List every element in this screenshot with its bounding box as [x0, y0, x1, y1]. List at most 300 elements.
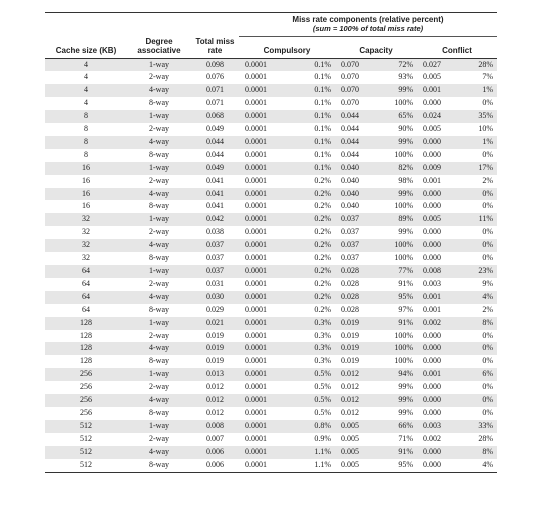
cell-capacity-pct: 94%: [377, 368, 417, 381]
cell-compulsory-rate: 0.0001: [239, 58, 289, 71]
cell-compulsory-pct: 0.5%: [289, 394, 335, 407]
cell-capacity-rate: 0.044: [341, 124, 359, 134]
cell-conflict-rate: 0.000: [423, 382, 441, 392]
cell-degree: 2-way: [149, 382, 169, 392]
cell-total-miss: 0.037: [206, 253, 224, 263]
cell-capacity-pct: 89%: [377, 213, 417, 226]
cell-cache-size: 8: [84, 149, 88, 159]
cell-capacity-pct: 99%: [398, 382, 413, 392]
cell-capacity-rate: 0.070: [335, 84, 377, 97]
table-row: [45, 355, 497, 368]
cell-conflict-pct: 2%: [482, 304, 493, 314]
cell-compulsory-rate: 0.0001: [239, 162, 289, 175]
cell-capacity-rate: 0.012: [341, 407, 359, 417]
cell-cache-size: 4: [84, 72, 88, 82]
cell-cache-size: 16: [45, 162, 127, 175]
cell-compulsory-pct: 1.1%: [289, 446, 335, 459]
cell-capacity-rate: 0.005: [335, 420, 377, 433]
cell-capacity-pct: 100%: [394, 201, 413, 211]
cell-compulsory-rate: 0.0001: [239, 446, 289, 459]
cell-degree: 2-way: [149, 278, 169, 288]
cell-capacity-rate: 0.070: [341, 98, 359, 108]
group-subtitle: (sum = 100% of total miss rate): [312, 24, 424, 33]
cell-degree: 1-way: [127, 58, 191, 71]
cell-capacity-rate: 0.037: [335, 213, 377, 226]
cell-capacity-pct: 100%: [394, 356, 413, 366]
cell-capacity-pct: 99%: [377, 84, 417, 97]
cell-compulsory-pct: 0.8%: [289, 420, 335, 433]
cell-cache-size: 256: [80, 382, 92, 392]
header-columns-row: [45, 37, 497, 59]
cell-cache-size: 128: [80, 356, 92, 366]
cell-capacity-pct: 100%: [394, 149, 413, 159]
cell-capacity-rate: 0.028: [341, 304, 359, 314]
cell-compulsory-rate: 0.0001: [245, 356, 267, 366]
cell-cache-size: 128: [45, 342, 127, 355]
cell-conflict-pct: 4%: [457, 459, 497, 472]
cell-degree: 2-way: [149, 227, 169, 237]
cell-compulsory-rate: 0.0001: [239, 368, 289, 381]
cell-conflict-pct: 7%: [482, 72, 493, 82]
cell-compulsory-pct: 0.1%: [289, 162, 335, 175]
cell-capacity-pct: 65%: [377, 110, 417, 123]
cell-cache-size: 16: [82, 201, 90, 211]
cell-capacity-rate: 0.070: [341, 72, 359, 82]
cell-compulsory-rate: 0.0001: [239, 342, 289, 355]
cell-compulsory-rate: 0.0001: [239, 136, 289, 149]
table-row: [45, 317, 497, 330]
cell-conflict-rate: 0.000: [423, 227, 441, 237]
cell-total-miss: 0.041: [206, 175, 224, 185]
cell-degree: 8-way: [149, 407, 169, 417]
cell-conflict-rate: 0.001: [417, 291, 457, 304]
cell-total-miss: 0.042: [191, 213, 239, 226]
cell-conflict-pct: 0%: [482, 253, 493, 263]
cell-conflict-pct: 23%: [457, 265, 497, 278]
cell-cache-size: 4: [45, 84, 127, 97]
cell-total-miss: 0.030: [191, 291, 239, 304]
cell-conflict-pct: 11%: [457, 213, 497, 226]
cell-degree: 8-way: [149, 149, 169, 159]
header-degree: Degree associative: [127, 37, 191, 59]
cell-degree: 1-way: [127, 317, 191, 330]
table-row: [45, 110, 497, 123]
cell-total-miss: 0.019: [206, 356, 224, 366]
cell-compulsory-pct: 0.1%: [289, 136, 335, 149]
cell-conflict-rate: 0.005: [423, 124, 441, 134]
cell-conflict-rate: 0.000: [417, 188, 457, 201]
cell-capacity-rate: 0.028: [335, 265, 377, 278]
table-body: [45, 58, 497, 472]
table-row: [45, 420, 497, 433]
cell-compulsory-rate: 0.0001: [245, 278, 267, 288]
header-group-row: [45, 13, 497, 36]
cell-degree: 2-way: [149, 330, 169, 340]
cell-degree: 1-way: [127, 368, 191, 381]
table-row: [45, 213, 497, 226]
miss-rate-table-container: [45, 12, 497, 473]
cell-compulsory-rate: 0.0001: [239, 265, 289, 278]
cell-capacity-pct: 100%: [377, 342, 417, 355]
cell-conflict-rate: 0.002: [417, 317, 457, 330]
cell-conflict-pct: 0%: [457, 239, 497, 252]
cell-conflict-rate: 0.000: [423, 98, 441, 108]
cell-conflict-pct: 9%: [482, 278, 493, 288]
cell-conflict-pct: 4%: [457, 291, 497, 304]
cell-degree: 1-way: [127, 162, 191, 175]
cell-compulsory-pct: 0.2%: [314, 278, 331, 288]
cell-cache-size: 256: [45, 394, 127, 407]
table-row: [45, 226, 497, 239]
cell-degree: 1-way: [127, 420, 191, 433]
cell-compulsory-pct: 0.2%: [314, 304, 331, 314]
cell-total-miss: 0.031: [206, 278, 224, 288]
cell-conflict-rate: 0.001: [423, 175, 441, 185]
cell-compulsory-pct: 0.9%: [314, 433, 331, 443]
cell-compulsory-rate: 0.0001: [239, 239, 289, 252]
table-row: [45, 58, 497, 71]
cell-capacity-pct: 71%: [398, 433, 413, 443]
cell-capacity-rate: 0.044: [341, 149, 359, 159]
cell-compulsory-rate: 0.0001: [245, 72, 267, 82]
cell-degree: 8-way: [127, 459, 191, 472]
cell-conflict-pct: 0%: [482, 382, 493, 392]
cell-total-miss: 0.006: [191, 459, 239, 472]
cell-cache-size: 32: [82, 227, 90, 237]
cell-capacity-rate: 0.037: [341, 227, 359, 237]
cell-total-miss: 0.041: [191, 188, 239, 201]
cell-total-miss: 0.098: [191, 58, 239, 71]
cell-cache-size: 4: [45, 58, 127, 71]
cell-cache-size: 64: [45, 291, 127, 304]
table-row: [45, 265, 497, 278]
cell-capacity-rate: 0.012: [335, 368, 377, 381]
cell-compulsory-rate: 0.0001: [245, 227, 267, 237]
cell-conflict-rate: 0.027: [417, 58, 457, 71]
table-row: [45, 368, 497, 381]
cell-conflict-pct: 1%: [457, 136, 497, 149]
cell-degree: 4-way: [127, 84, 191, 97]
cell-capacity-rate: 0.040: [341, 175, 359, 185]
cell-conflict-rate: 0.000: [423, 407, 441, 417]
cell-total-miss: 0.037: [191, 239, 239, 252]
cell-conflict-rate: 0.024: [417, 110, 457, 123]
cell-capacity-rate: 0.044: [335, 136, 377, 149]
cell-total-miss: 0.007: [206, 433, 224, 443]
table-row: [45, 342, 497, 355]
cell-capacity-rate: 0.040: [335, 188, 377, 201]
cell-conflict-pct: 0%: [482, 407, 493, 417]
cell-conflict-rate: 0.000: [423, 356, 441, 366]
cell-capacity-rate: 0.012: [341, 382, 359, 392]
table-row: [45, 200, 497, 213]
table-row: [45, 239, 497, 252]
cell-capacity-pct: 99%: [377, 136, 417, 149]
cell-conflict-rate: 0.000: [417, 342, 457, 355]
cell-capacity-pct: 91%: [377, 446, 417, 459]
cell-compulsory-pct: 0.1%: [314, 98, 331, 108]
cell-compulsory-rate: 0.0001: [239, 110, 289, 123]
cell-capacity-pct: 99%: [398, 227, 413, 237]
cell-capacity-pct: 98%: [398, 175, 413, 185]
cell-degree: 8-way: [149, 253, 169, 263]
table-row: [45, 123, 497, 136]
cell-cache-size: 64: [82, 304, 90, 314]
cell-cache-size: 8: [84, 124, 88, 134]
cell-conflict-pct: 0%: [482, 201, 493, 211]
cell-compulsory-pct: 0.2%: [289, 265, 335, 278]
cell-capacity-pct: 100%: [394, 98, 413, 108]
cell-conflict-pct: 35%: [457, 110, 497, 123]
cell-capacity-pct: 95%: [377, 291, 417, 304]
cell-compulsory-pct: 0.1%: [314, 149, 331, 159]
cell-conflict-rate: 0.001: [417, 368, 457, 381]
cell-conflict-pct: 10%: [478, 124, 493, 134]
table-row: [45, 149, 497, 162]
cell-compulsory-rate: 0.0001: [245, 253, 267, 263]
table-row: [45, 188, 497, 201]
cell-capacity-pct: 66%: [377, 420, 417, 433]
cell-conflict-pct: 28%: [478, 433, 493, 443]
miss-rate-table: [45, 12, 497, 473]
cell-conflict-rate: 0.005: [423, 72, 441, 82]
cell-conflict-pct: 0%: [457, 342, 497, 355]
cell-compulsory-rate: 0.0001: [245, 407, 267, 417]
cell-conflict-rate: 0.009: [417, 162, 457, 175]
cell-capacity-pct: 100%: [394, 253, 413, 263]
cell-conflict-pct: 0%: [457, 394, 497, 407]
cell-capacity-rate: 0.044: [335, 110, 377, 123]
cell-total-miss: 0.012: [206, 382, 224, 392]
cell-cache-size: 16: [82, 175, 90, 185]
cell-conflict-rate: 0.000: [417, 136, 457, 149]
cell-compulsory-pct: 0.2%: [289, 188, 335, 201]
cell-conflict-rate: 0.005: [417, 213, 457, 226]
cell-cache-size: 32: [45, 213, 127, 226]
header-cache-size: Cache size (KB): [45, 37, 127, 59]
table-row: [45, 330, 497, 343]
cell-capacity-rate: 0.028: [335, 291, 377, 304]
cell-degree: 4-way: [127, 394, 191, 407]
cell-compulsory-pct: 0.3%: [289, 342, 335, 355]
cell-compulsory-pct: 1.1%: [289, 459, 335, 472]
cell-compulsory-rate: 0.0001: [245, 330, 267, 340]
cell-conflict-pct: 0%: [482, 356, 493, 366]
cell-capacity-pct: 100%: [377, 239, 417, 252]
cell-total-miss: 0.029: [206, 304, 224, 314]
cell-conflict-rate: 0.001: [417, 84, 457, 97]
cell-conflict-rate: 0.000: [417, 459, 457, 472]
cell-capacity-pct: 90%: [398, 124, 413, 134]
cell-compulsory-rate: 0.0001: [245, 149, 267, 159]
cell-cache-size: 64: [82, 278, 90, 288]
cell-cache-size: 128: [80, 330, 92, 340]
cell-total-miss: 0.044: [206, 149, 224, 159]
cell-cache-size: 8: [45, 110, 127, 123]
cell-conflict-rate: 0.000: [423, 330, 441, 340]
cell-conflict-rate: 0.002: [423, 433, 441, 443]
cell-conflict-pct: 8%: [457, 446, 497, 459]
cell-total-miss: 0.038: [206, 227, 224, 237]
table-row: [45, 136, 497, 149]
group-title: Miss rate components (relative percent): [292, 15, 444, 24]
cell-total-miss: 0.044: [191, 136, 239, 149]
cell-compulsory-pct: 0.2%: [314, 253, 331, 263]
cell-capacity-rate: 0.019: [341, 356, 359, 366]
cell-compulsory-pct: 0.1%: [289, 58, 335, 71]
table-row: [45, 433, 497, 446]
cell-compulsory-rate: 0.0001: [239, 84, 289, 97]
cell-conflict-pct: 33%: [457, 420, 497, 433]
cell-compulsory-rate: 0.0001: [239, 317, 289, 330]
cell-capacity-rate: 0.037: [341, 253, 359, 263]
cell-compulsory-rate: 0.0001: [245, 382, 267, 392]
cell-capacity-rate: 0.005: [335, 459, 377, 472]
cell-conflict-rate: 0.003: [417, 420, 457, 433]
table-row: [45, 97, 497, 110]
cell-compulsory-pct: 0.1%: [289, 84, 335, 97]
cell-degree: 4-way: [127, 291, 191, 304]
cell-cache-size: 256: [45, 368, 127, 381]
table-row: [45, 278, 497, 291]
cell-compulsory-pct: 0.3%: [289, 317, 335, 330]
cell-degree: 8-way: [149, 201, 169, 211]
cell-compulsory-pct: 0.2%: [314, 201, 331, 211]
cell-total-miss: 0.008: [191, 420, 239, 433]
cell-capacity-pct: 95%: [377, 459, 417, 472]
header-capacity: Capacity: [335, 37, 417, 59]
cell-compulsory-pct: 0.2%: [289, 291, 335, 304]
cell-total-miss: 0.006: [191, 446, 239, 459]
cell-capacity-pct: 91%: [398, 278, 413, 288]
table-row: [45, 381, 497, 394]
cell-degree: 2-way: [149, 433, 169, 443]
cell-capacity-pct: 77%: [377, 265, 417, 278]
cell-capacity-rate: 0.019: [335, 317, 377, 330]
cell-degree: 1-way: [127, 265, 191, 278]
cell-capacity-rate: 0.012: [335, 394, 377, 407]
table-row: [45, 252, 497, 265]
cell-capacity-pct: 91%: [377, 317, 417, 330]
cell-cache-size: 8: [45, 136, 127, 149]
cell-cache-size: 16: [45, 188, 127, 201]
cell-total-miss: 0.076: [206, 72, 224, 82]
cell-cache-size: 128: [45, 317, 127, 330]
cell-total-miss: 0.019: [191, 342, 239, 355]
cell-compulsory-rate: 0.0001: [245, 201, 267, 211]
cell-conflict-rate: 0.000: [423, 253, 441, 263]
cell-cache-size: 512: [45, 446, 127, 459]
cell-capacity-pct: 97%: [398, 304, 413, 314]
cell-conflict-pct: 0%: [482, 149, 493, 159]
cell-cache-size: 512: [45, 420, 127, 433]
cell-conflict-pct: 28%: [457, 58, 497, 71]
cell-capacity-pct: 99%: [398, 407, 413, 417]
cell-compulsory-rate: 0.0001: [245, 433, 267, 443]
cell-total-miss: 0.049: [206, 124, 224, 134]
cell-total-miss: 0.037: [191, 265, 239, 278]
cell-degree: 2-way: [149, 124, 169, 134]
cell-conflict-rate: 0.008: [417, 265, 457, 278]
cell-capacity-pct: 100%: [394, 330, 413, 340]
cell-degree: 4-way: [127, 136, 191, 149]
cell-compulsory-rate: 0.0001: [239, 394, 289, 407]
cell-compulsory-pct: 0.2%: [314, 227, 331, 237]
cell-conflict-pct: 0%: [482, 330, 493, 340]
cell-total-miss: 0.019: [206, 330, 224, 340]
cell-degree: 8-way: [149, 98, 169, 108]
cell-conflict-pct: 0%: [482, 98, 493, 108]
cell-compulsory-rate: 0.0001: [239, 188, 289, 201]
cell-compulsory-rate: 0.0001: [239, 459, 289, 472]
cell-capacity-rate: 0.028: [341, 278, 359, 288]
cell-cache-size: 32: [82, 253, 90, 263]
table-row: [45, 71, 497, 84]
table-row: [45, 446, 497, 459]
cell-degree: 8-way: [149, 304, 169, 314]
cell-conflict-pct: 17%: [457, 162, 497, 175]
table-row: [45, 162, 497, 175]
cell-compulsory-pct: 0.3%: [314, 330, 331, 340]
cell-capacity-rate: 0.040: [335, 162, 377, 175]
cell-degree: 8-way: [149, 356, 169, 366]
cell-cache-size: 64: [45, 265, 127, 278]
table-row: [45, 394, 497, 407]
cell-capacity-rate: 0.019: [341, 330, 359, 340]
cell-capacity-pct: 72%: [377, 58, 417, 71]
cell-cache-size: 256: [80, 407, 92, 417]
header-compulsory: Compulsory: [239, 37, 335, 59]
cell-compulsory-rate: 0.0001: [239, 420, 289, 433]
cell-conflict-rate: 0.001: [423, 304, 441, 314]
cell-capacity-rate: 0.005: [341, 433, 359, 443]
cell-compulsory-pct: 0.1%: [289, 110, 335, 123]
cell-compulsory-pct: 0.1%: [314, 72, 331, 82]
cell-degree: 4-way: [127, 239, 191, 252]
table-row: [45, 291, 497, 304]
cell-compulsory-pct: 0.1%: [314, 124, 331, 134]
header-total-miss: Total miss rate: [191, 37, 239, 59]
cell-capacity-rate: 0.005: [335, 446, 377, 459]
cell-total-miss: 0.041: [206, 201, 224, 211]
cell-capacity-pct: 99%: [377, 188, 417, 201]
cell-cache-size: 512: [80, 433, 92, 443]
cell-total-miss: 0.068: [191, 110, 239, 123]
cell-total-miss: 0.013: [191, 368, 239, 381]
cell-total-miss: 0.071: [206, 98, 224, 108]
table-row: [45, 84, 497, 97]
cell-compulsory-pct: 0.3%: [314, 356, 331, 366]
cell-capacity-rate: 0.019: [335, 342, 377, 355]
cell-degree: 1-way: [127, 213, 191, 226]
cell-capacity-rate: 0.040: [341, 201, 359, 211]
cell-conflict-pct: 6%: [457, 368, 497, 381]
cell-compulsory-rate: 0.0001: [245, 175, 267, 185]
cell-capacity-rate: 0.070: [335, 58, 377, 71]
cell-capacity-rate: 0.037: [335, 239, 377, 252]
cell-compulsory-pct: 0.5%: [314, 382, 331, 392]
cell-cache-size: 512: [45, 459, 127, 472]
cell-conflict-rate: 0.000: [423, 149, 441, 159]
cell-compulsory-pct: 0.2%: [289, 239, 335, 252]
cell-cache-size: 4: [84, 98, 88, 108]
cell-conflict-pct: 8%: [457, 317, 497, 330]
cell-compulsory-pct: 0.2%: [289, 213, 335, 226]
cell-conflict-pct: 0%: [482, 227, 493, 237]
cell-compulsory-rate: 0.0001: [245, 98, 267, 108]
cell-degree: 4-way: [127, 342, 191, 355]
cell-capacity-pct: 99%: [377, 394, 417, 407]
